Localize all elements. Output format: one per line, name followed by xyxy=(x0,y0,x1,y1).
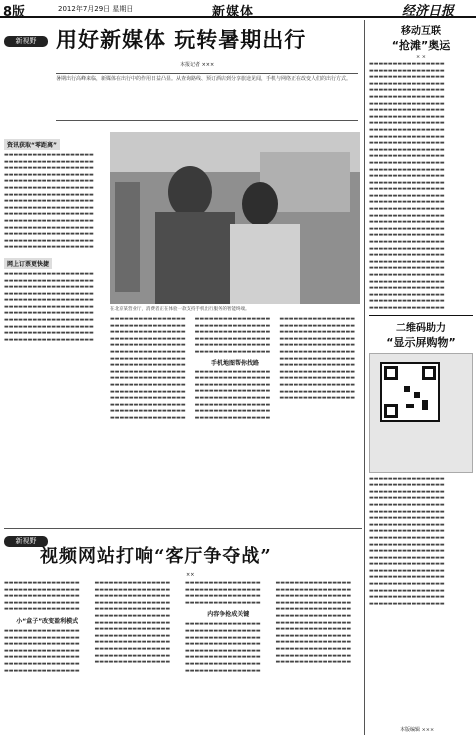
lower-story-kicker: 新视野 xyxy=(4,536,48,547)
mid-columns xyxy=(110,316,360,526)
left-column xyxy=(4,132,104,343)
qr-photo xyxy=(369,353,473,473)
masthead xyxy=(0,0,476,18)
mid-column-2 xyxy=(195,316,276,526)
right-column xyxy=(369,20,473,607)
lower-story-byline: ×× xyxy=(186,572,195,578)
newspaper-logo: 经济日报 xyxy=(402,4,455,19)
news-photo xyxy=(110,132,360,304)
body-text-block: ▬▬▬▬▬▬▬▬▬▬▬▬▬▬▬▬ ▬▬▬▬▬▬▬▬▬▬▬▬▬▬▬▬ ▬▬▬▬▬▬▬▬▬▬▬▬▬▬▬▬ ▬▬▬▬▬▬▬▬▬▬▬▬▬▬▬▬ ▬▬▬▬▬▬▬▬▬▬▬▬▬▬▬▬ ▬▬▬▬▬▬▬▬▬▬▬▬▬▬▬▬ ▬▬▬▬▬▬▬▬▬▬▬▬▬▬▬▬ ▬▬▬▬▬▬▬▬▬▬▬▬▬▬▬▬ ▬▬▬▬▬▬▬▬▬▬▬▬▬▬▬▬ ▬▬▬▬▬▬▬▬▬▬▬▬▬▬▬▬ ▬▬▬▬▬▬▬▬▬▬▬▬▬▬▬▬ ▬▬▬▬▬▬▬▬▬▬▬▬▬▬▬▬ ▬▬▬▬▬▬▬▬▬▬▬▬▬▬▬▬ ▬▬▬▬▬▬▬▬▬▬▬▬▬▬▬▬ ▬▬▬▬▬▬▬▬▬▬▬▬▬▬▬▬ ▬▬▬▬▬▬▬▬▬▬▬▬▬▬▬▬ ▬▬▬▬▬▬▬▬▬▬▬▬▬▬▬▬ ▬▬▬▬▬▬▬▬▬▬▬▬▬▬▬▬ ▬▬▬▬▬▬▬▬▬▬▬▬▬▬▬▬ ▬▬▬▬▬▬▬▬▬▬▬▬▬▬▬▬ xyxy=(369,475,445,607)
body-text-block: ▬▬▬▬▬▬▬▬▬▬▬▬▬▬▬▬ ▬▬▬▬▬▬▬▬▬▬▬▬▬▬▬▬ ▬▬▬▬▬▬▬▬▬▬▬▬▬▬▬▬ ▬▬▬▬▬▬▬▬▬▬▬▬▬▬▬▬ ▬▬▬▬▬▬▬▬▬▬▬▬▬▬▬▬ ▬▬▬▬▬▬▬▬▬▬▬▬▬▬▬▬ ▬▬▬▬▬▬▬▬▬▬▬▬▬▬▬▬ ▬▬▬▬▬▬▬▬▬▬▬▬▬▬▬▬ ▬▬▬▬▬▬▬▬▬▬▬▬▬▬▬▬ ▬▬▬▬▬▬▬▬▬▬▬▬▬▬▬▬ ▬▬▬▬▬▬▬▬▬▬▬▬▬▬▬▬ ▬▬▬▬▬▬▬▬▬▬▬▬▬▬▬▬ ▬▬▬▬▬▬▬▬▬▬▬▬▬▬▬▬ xyxy=(279,316,355,402)
mid-subhead: 手机地图帮你找路 xyxy=(211,359,260,367)
body-text-block: ▬▬▬▬▬▬▬▬▬▬▬▬▬▬▬▬ ▬▬▬▬▬▬▬▬▬▬▬▬▬▬▬▬ ▬▬▬▬▬▬▬▬▬▬▬▬▬▬▬▬ ▬▬▬▬▬▬▬▬▬▬▬▬▬▬▬▬ ▬▬▬▬▬▬▬▬▬▬▬▬▬▬▬▬ ▬▬▬▬▬▬▬▬▬▬▬▬▬▬▬▬ xyxy=(194,316,271,355)
body-text-block: ▬▬▬▬▬▬▬▬▬▬▬▬▬▬▬▬ ▬▬▬▬▬▬▬▬▬▬▬▬▬▬▬▬ ▬▬▬▬▬▬▬▬▬▬▬▬▬▬▬▬ ▬▬▬▬▬▬▬▬▬▬▬▬▬▬▬▬ ▬▬▬▬▬▬▬▬▬▬▬▬▬▬▬▬ ▬▬▬▬▬▬▬▬▬▬▬▬▬▬▬▬ ▬▬▬▬▬▬▬▬▬▬▬▬▬▬▬▬ ▬▬▬▬▬▬▬▬▬▬▬▬▬▬▬▬ ▬▬▬▬▬▬▬▬▬▬▬▬▬▬▬▬ ▬▬▬▬▬▬▬▬▬▬▬▬▬▬▬▬ ▬▬▬▬▬▬▬▬▬▬▬▬▬▬▬▬ ▬▬▬▬▬▬▬▬▬▬▬▬▬▬▬▬ ▬▬▬▬▬▬▬▬▬▬▬▬▬▬▬▬ ▬▬▬▬▬▬▬▬▬▬▬▬▬▬▬▬ ▬▬▬▬▬▬▬▬▬▬▬▬▬▬▬▬ ▬▬▬▬▬▬▬▬▬▬▬▬▬▬▬▬ ▬▬▬▬▬▬▬▬▬▬▬▬▬▬▬▬ ▬▬▬▬▬▬▬▬▬▬▬▬▬▬▬▬ ▬▬▬▬▬▬▬▬▬▬▬▬▬▬▬▬ ▬▬▬▬▬▬▬▬▬▬▬▬▬▬▬▬ ▬▬▬▬▬▬▬▬▬▬▬▬▬▬▬▬ ▬▬▬▬▬▬▬▬▬▬▬▬▬▬▬▬ ▬▬▬▬▬▬▬▬▬▬▬▬▬▬▬▬ ▬▬▬▬▬▬▬▬▬▬▬▬▬▬▬▬ ▬▬▬▬▬▬▬▬▬▬▬▬▬▬▬▬ ▬▬▬▬▬▬▬▬▬▬▬▬▬▬▬▬ ▬▬▬▬▬▬▬▬▬▬▬▬▬▬▬▬ ▬▬▬▬▬▬▬▬▬▬▬▬▬▬▬▬ ▬▬▬▬▬▬▬▬▬▬▬▬▬▬▬▬ ▬▬▬▬▬▬▬▬▬▬▬▬▬▬▬▬ ▬▬▬▬▬▬▬▬▬▬▬▬▬▬▬▬ ▬▬▬▬▬▬▬▬▬▬▬▬▬▬▬▬ ▬▬▬▬▬▬▬▬▬▬▬▬▬▬▬▬ ▬▬▬▬▬▬▬▬▬▬▬▬▬▬▬▬ ▬▬▬▬▬▬▬▬▬▬▬▬▬▬▬▬ ▬▬▬▬▬▬▬▬▬▬▬▬▬▬▬▬ ▬▬▬▬▬▬▬▬▬▬▬▬▬▬▬▬ ▬▬▬▬▬▬▬▬▬▬▬▬▬▬▬▬ xyxy=(369,61,445,311)
body-text-block: ▬▬▬▬▬▬▬▬▬▬▬▬▬▬▬▬ ▬▬▬▬▬▬▬▬▬▬▬▬▬▬▬▬ ▬▬▬▬▬▬▬▬▬▬▬▬▬▬▬▬ ▬▬▬▬▬▬▬▬▬▬▬▬▬▬▬▬ ▬▬▬▬▬▬▬▬▬▬▬▬▬▬▬▬ xyxy=(4,580,80,613)
right-byline: × × xyxy=(416,54,426,60)
page-number: 8版 xyxy=(3,5,26,20)
body-text-block: ▬▬▬▬▬▬▬▬▬▬▬▬▬▬▬▬ ▬▬▬▬▬▬▬▬▬▬▬▬▬▬▬▬ ▬▬▬▬▬▬▬▬▬▬▬▬▬▬▬▬ ▬▬▬▬▬▬▬▬▬▬▬▬▬▬▬▬ ▬▬▬▬▬▬▬▬▬▬▬▬▬▬▬▬ ▬▬▬▬▬▬▬▬▬▬▬▬▬▬▬▬ ▬▬▬▬▬▬▬▬▬▬▬▬▬▬▬▬ ▬▬▬▬▬▬▬▬▬▬▬▬▬▬▬▬ ▬▬▬▬▬▬▬▬▬▬▬▬▬▬▬▬ ▬▬▬▬▬▬▬▬▬▬▬▬▬▬▬▬ ▬▬▬▬▬▬▬▬▬▬▬▬▬▬▬▬ ▬▬▬▬▬▬▬▬▬▬▬▬▬▬▬▬ ▬▬▬▬▬▬▬▬▬▬▬▬▬▬▬▬ ▬▬▬▬▬▬▬▬▬▬▬▬▬▬▬▬ ▬▬▬▬▬▬▬▬▬▬▬▬▬▬▬▬ ▬▬▬▬▬▬▬▬▬▬▬▬▬▬▬▬ xyxy=(110,316,186,421)
top-story-headline: 用好新媒体 玩转暑期出行 xyxy=(56,28,307,52)
qr-code-icon xyxy=(380,362,440,422)
right-title-2: 二维码助力 xyxy=(396,322,446,334)
lead-text: 暑期出行高峰来临，新媒体在出行中的作用日益凸显。从查询路线、预订酒店到分享旅途见闻，手机与网络正在改变人们的出行方式。 xyxy=(56,76,352,82)
subhead-1: 资讯获取“零距离” xyxy=(4,139,60,150)
lower-column-3 xyxy=(185,580,272,736)
lower-column-1 xyxy=(4,580,91,736)
right-title-1: 移动互联 xyxy=(401,26,441,37)
section-title: 新媒体 xyxy=(212,5,255,20)
body-text-block: ▬▬▬▬▬▬▬▬▬▬▬▬▬▬▬▬ ▬▬▬▬▬▬▬▬▬▬▬▬▬▬▬▬ ▬▬▬▬▬▬▬▬▬▬▬▬▬▬▬▬ ▬▬▬▬▬▬▬▬▬▬▬▬▬▬▬▬ ▬▬▬▬▬▬▬▬▬▬▬▬▬▬▬▬ ▬▬▬▬▬▬▬▬▬▬▬▬▬▬▬▬ ▬▬▬▬▬▬▬▬▬▬▬▬▬▬▬▬ ▬▬▬▬▬▬▬▬▬▬▬▬▬▬▬▬ ▬▬▬▬▬▬▬▬▬▬▬▬▬▬▬▬ ▬▬▬▬▬▬▬▬▬▬▬▬▬▬▬▬ ▬▬▬▬▬▬▬▬▬▬▬▬▬▬▬▬ ▬▬▬▬▬▬▬▬▬▬▬▬▬▬▬▬ ▬▬▬▬▬▬▬▬▬▬▬▬▬▬▬▬ xyxy=(94,580,171,666)
body-text-block: ▬▬▬▬▬▬▬▬▬▬▬▬▬▬▬▬▬▬▬ ▬▬▬▬▬▬▬▬▬▬▬▬▬▬▬▬▬▬▬ ▬▬▬▬▬▬▬▬▬▬▬▬▬▬▬▬▬▬▬ ▬▬▬▬▬▬▬▬▬▬▬▬▬▬▬▬▬▬▬ ▬▬▬▬▬▬▬▬▬▬▬▬▬▬▬▬▬▬▬ ▬▬▬▬▬▬▬▬▬▬▬▬▬▬▬▬▬▬▬ ▬▬▬▬▬▬▬▬▬▬▬▬▬▬▬▬▬▬▬ ▬▬▬▬▬▬▬▬▬▬▬▬▬▬▬▬▬▬▬ ▬▬▬▬▬▬▬▬▬▬▬▬▬▬▬▬▬▬▬ ▬▬▬▬▬▬▬▬▬▬▬▬▬▬▬▬▬▬▬ ▬▬▬▬▬▬▬▬▬▬▬▬▬▬▬▬▬▬▬ xyxy=(4,270,94,343)
right-title-2b: “显示屏购物” xyxy=(386,335,456,349)
photo-caption: 在北京某营业厅，消费者正在体验一款支持手机出行服务的智能终端。 xyxy=(110,307,250,312)
editor-signature: 本版编辑 ××× xyxy=(400,727,435,733)
lower-subhead-1: 小“盒子”改变盈利模式 xyxy=(16,617,79,625)
body-text-block: ▬▬▬▬▬▬▬▬▬▬▬▬▬▬▬▬ ▬▬▬▬▬▬▬▬▬▬▬▬▬▬▬▬ ▬▬▬▬▬▬▬▬▬▬▬▬▬▬▬▬ ▬▬▬▬▬▬▬▬▬▬▬▬▬▬▬▬ ▬▬▬▬▬▬▬▬▬▬▬▬▬▬▬▬ ▬▬▬▬▬▬▬▬▬▬▬▬▬▬▬▬ ▬▬▬▬▬▬▬▬▬▬▬▬▬▬▬▬ ▬▬▬▬▬▬▬▬▬▬▬▬▬▬▬▬ xyxy=(194,368,271,421)
top-story-kicker: 新视野 xyxy=(4,36,48,47)
body-text-block: ▬▬▬▬▬▬▬▬▬▬▬▬▬▬▬▬ ▬▬▬▬▬▬▬▬▬▬▬▬▬▬▬▬ ▬▬▬▬▬▬▬▬▬▬▬▬▬▬▬▬ ▬▬▬▬▬▬▬▬▬▬▬▬▬▬▬▬ xyxy=(185,580,261,606)
body-text-block: ▬▬▬▬▬▬▬▬▬▬▬▬▬▬▬▬ ▬▬▬▬▬▬▬▬▬▬▬▬▬▬▬▬ ▬▬▬▬▬▬▬▬▬▬▬▬▬▬▬▬ ▬▬▬▬▬▬▬▬▬▬▬▬▬▬▬▬ ▬▬▬▬▬▬▬▬▬▬▬▬▬▬▬▬ ▬▬▬▬▬▬▬▬▬▬▬▬▬▬▬▬ ▬▬▬▬▬▬▬▬▬▬▬▬▬▬▬▬ ▬▬▬▬▬▬▬▬▬▬▬▬▬▬▬▬ xyxy=(185,621,261,674)
top-story-byline: 本报记者 ××× xyxy=(180,62,215,68)
lower-subhead-2: 内容争抢成关键 xyxy=(207,611,250,619)
lower-columns xyxy=(4,580,362,736)
lower-story-headline: 视频网站打响“客厅争夺战” xyxy=(40,546,272,567)
column-divider xyxy=(364,20,365,735)
top-story-lead xyxy=(56,73,358,121)
body-text-block: ▬▬▬▬▬▬▬▬▬▬▬▬▬▬▬▬ ▬▬▬▬▬▬▬▬▬▬▬▬▬▬▬▬ ▬▬▬▬▬▬▬▬▬▬▬▬▬▬▬▬ ▬▬▬▬▬▬▬▬▬▬▬▬▬▬▬▬ ▬▬▬▬▬▬▬▬▬▬▬▬▬▬▬▬ ▬▬▬▬▬▬▬▬▬▬▬▬▬▬▬▬ ▬▬▬▬▬▬▬▬▬▬▬▬▬▬▬▬ xyxy=(4,627,80,674)
section-rule xyxy=(4,528,362,529)
issue-date: 2012年7月29日 星期日 xyxy=(58,5,134,13)
right-title-1b: “抢滩”奥运 xyxy=(391,39,451,52)
body-text-block: ▬▬▬▬▬▬▬▬▬▬▬▬▬▬▬▬▬▬▬ ▬▬▬▬▬▬▬▬▬▬▬▬▬▬▬▬▬▬▬ ▬▬▬▬▬▬▬▬▬▬▬▬▬▬▬▬▬▬▬ ▬▬▬▬▬▬▬▬▬▬▬▬▬▬▬▬▬▬▬ ▬▬▬▬▬▬▬▬▬▬▬▬▬▬▬▬▬▬▬ ▬▬▬▬▬▬▬▬▬▬▬▬▬▬▬▬▬▬▬ ▬▬▬▬▬▬▬▬▬▬▬▬▬▬▬▬▬▬▬ ▬▬▬▬▬▬▬▬▬▬▬▬▬▬▬▬▬▬▬ ▬▬▬▬▬▬▬▬▬▬▬▬▬▬▬▬▬▬▬ ▬▬▬▬▬▬▬▬▬▬▬▬▬▬▬▬▬▬▬ ▬▬▬▬▬▬▬▬▬▬▬▬▬▬▬▬▬▬▬ ▬▬▬▬▬▬▬▬▬▬▬▬▬▬▬▬▬▬▬ ▬▬▬▬▬▬▬▬▬▬▬▬▬▬▬▬▬▬▬ ▬▬▬▬▬▬▬▬▬▬▬▬▬▬▬▬▬▬▬ ▬▬▬▬▬▬▬▬▬▬▬▬▬▬▬▬▬▬▬ xyxy=(4,152,94,251)
section-rule xyxy=(369,315,473,316)
body-text-block: ▬▬▬▬▬▬▬▬▬▬▬▬▬▬▬▬ ▬▬▬▬▬▬▬▬▬▬▬▬▬▬▬▬ ▬▬▬▬▬▬▬▬▬▬▬▬▬▬▬▬ ▬▬▬▬▬▬▬▬▬▬▬▬▬▬▬▬ ▬▬▬▬▬▬▬▬▬▬▬▬▬▬▬▬ ▬▬▬▬▬▬▬▬▬▬▬▬▬▬▬▬ ▬▬▬▬▬▬▬▬▬▬▬▬▬▬▬▬ ▬▬▬▬▬▬▬▬▬▬▬▬▬▬▬▬ ▬▬▬▬▬▬▬▬▬▬▬▬▬▬▬▬ ▬▬▬▬▬▬▬▬▬▬▬▬▬▬▬▬ ▬▬▬▬▬▬▬▬▬▬▬▬▬▬▬▬ ▬▬▬▬▬▬▬▬▬▬▬▬▬▬▬▬ ▬▬▬▬▬▬▬▬▬▬▬▬▬▬▬▬ xyxy=(275,580,352,666)
subhead-2: 网上订票更快捷 xyxy=(4,258,52,269)
